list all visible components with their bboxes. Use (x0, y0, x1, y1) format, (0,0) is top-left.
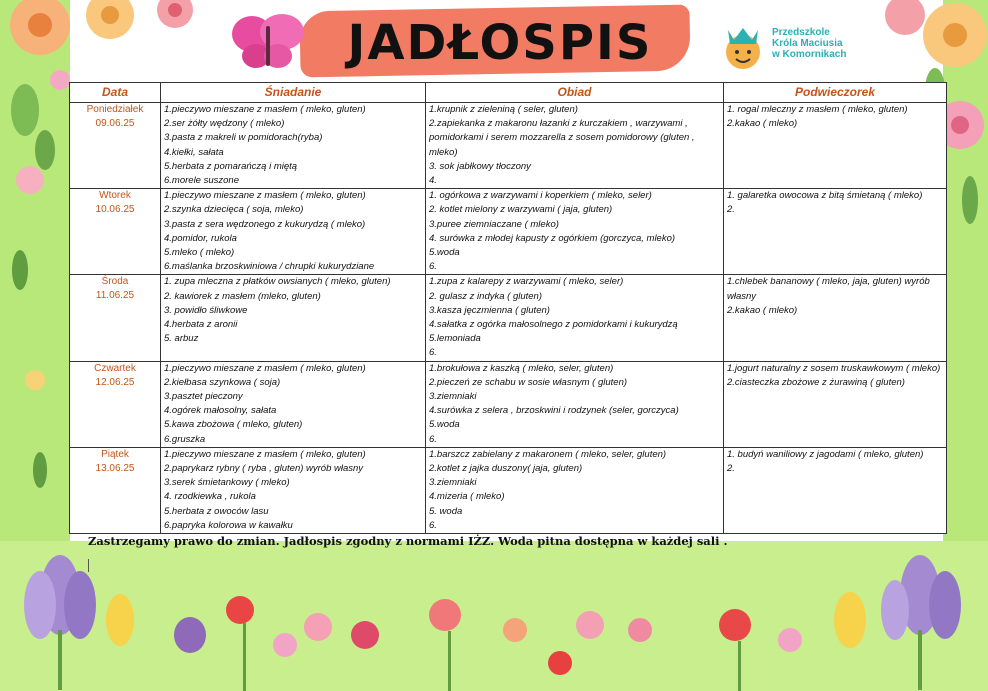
breakfast-cell (161, 447, 426, 533)
butterfly-icon (228, 12, 308, 72)
menu-item: 3.kasza jęczmienna ( gluten) (429, 304, 550, 316)
menu-item: 4. surówka z młodej kapusty z ogórkiem (gorczyca, mleko) (429, 232, 676, 244)
lunch-cell (426, 361, 724, 447)
menu-item: 2. kawiorek z masłem (mleko, gluten) (164, 290, 321, 302)
menu-item: 1.pieczywo mieszane z masłem ( mleko, gluten) (164, 362, 366, 374)
menu-item: 2.kotlet z jajka duszony( jaja, gluten) (429, 463, 583, 475)
menu-item: 3.serek śmietankowy ( mleko) (164, 477, 290, 489)
menu-item: 4. (429, 175, 437, 187)
menu-item: 1.pieczywo mieszane z masłem ( mleko, gluten) (164, 190, 366, 202)
lunch-cell (426, 275, 724, 361)
menu-item: 5.lemoniada (429, 333, 481, 345)
menu-item: 4. rzodkiewka , rukola (164, 491, 256, 503)
breakfast-cell (161, 189, 426, 275)
day-date: 12.06.25 (95, 376, 135, 388)
menu-item: 4.surówka z selera , brzoskwini i rodzynek (seler, gorczyca) (429, 405, 679, 417)
menu-item: 2. gulasz z indyka ( gluten) (429, 290, 543, 302)
table-row (70, 275, 947, 361)
menu-item: 3.ziemniaki (429, 477, 477, 489)
menu-item: 5.herbata z owoców lasu (164, 505, 269, 517)
menu-item: 2. kotlet mielony z warzywami ( jaja, gluten) (429, 204, 613, 216)
day-date: 10.06.25 (95, 204, 135, 216)
menu-item: 2. (727, 463, 735, 475)
menu-item: 5. arbuz (164, 333, 199, 345)
menu-item: 1.jogurt naturalny z sosem truskawkowym ( mleko) (727, 362, 941, 374)
logo-line: Przedszkole (772, 27, 830, 38)
logo-line: w Komornikach (772, 49, 847, 60)
menu-item: 4.kiełki, sałata (164, 146, 224, 158)
day-cell (70, 447, 161, 533)
menu-item: 1.chlebek bananowy ( mleko, jaja, gluten) wyrób własny (727, 276, 930, 302)
menu-item: 4.mizeria ( mleko) (429, 491, 505, 503)
menu-item: 5.woda (429, 419, 460, 431)
menu-item: 1. galaretka owocowa z bitą śmietaną ( mleko) (727, 190, 923, 202)
day-name: Środa (101, 276, 129, 288)
menu-table (69, 82, 947, 534)
menu-item: 6. (429, 261, 437, 273)
day-name: Piątek (101, 448, 129, 460)
menu-item: 1.zupa z kalarepy z warzywami ( mleko, seler) (429, 276, 624, 288)
column-header-date: Data (70, 83, 161, 103)
menu-item: 3.pasta z makreli w pomidorach(ryba) (164, 132, 323, 144)
footer-note: Zastrzegamy prawo do zmian. Jadłospis zgodny z normami IŻZ. Woda pitna dostępna w każdej sali . (88, 534, 728, 548)
breakfast-cell (161, 361, 426, 447)
menu-item: 4.sałatka z ogórka małosolnego z pomidorkami i kukurydzą (429, 319, 678, 331)
menu-item: 1.brokułowa z kaszką ( mleko, seler, gluten) (429, 362, 614, 374)
menu-item: 6.maślanka brzoskwiniowa / chrupki kukurydziane (164, 261, 375, 273)
menu-item: 6.gruszka (164, 433, 206, 445)
menu-item: 6.morele suszone (164, 175, 239, 187)
table-header-row (70, 83, 947, 103)
menu-item: 3. sok jabłkowy tłoczony (429, 160, 531, 172)
menu-item: 2.pieczeń ze schabu w sosie własnym ( gluten) (429, 376, 628, 388)
menu-item: 1.pieczywo mieszane z masłem ( mleko, gluten) (164, 448, 366, 460)
lunch-cell (426, 103, 724, 189)
day-name: Poniedziałek (86, 104, 144, 115)
menu-item: 1. budyń waniliowy z jagodami ( mleko, gluten) (727, 448, 924, 460)
menu-item: 1.krupnik z zieleniną ( seler, gluten) (429, 104, 578, 115)
logo-line: Króla Maciusia (772, 38, 843, 49)
menu-item: 1.barszcz zabielany z makaronem ( mleko, seler, gluten) (429, 448, 667, 460)
menu-item: 3.pasta z sera wędzonego z kukurydzą ( mleko) (164, 218, 366, 230)
menu-item: 1. rogal mleczny z masłem ( mleko, gluten) (727, 104, 908, 115)
menu-item: 5.woda (429, 247, 460, 259)
snack-cell (724, 361, 947, 447)
table-row (70, 361, 947, 447)
menu-item: 1. ogórkowa z warzywami i koperkiem ( mleko, seler) (429, 190, 652, 202)
flowers-bottom-decoration (0, 535, 988, 691)
menu-item: 2.ciasteczka zbożowe z żurawiną ( gluten) (727, 376, 905, 388)
snack-cell (724, 103, 947, 189)
table-row (70, 189, 947, 275)
lunch-cell (426, 189, 724, 275)
logo-text (772, 27, 872, 60)
menu-item: 2.paprykarz rybny ( ryba , gluten) wyrób własny (164, 463, 364, 475)
day-cell (70, 189, 161, 275)
menu-item: 6. (429, 519, 437, 531)
menu-item: 3.puree ziemniaczane ( mleko) (429, 218, 559, 230)
menu-item: 6. (429, 347, 437, 359)
flowers-left-side-decoration (0, 150, 70, 550)
column-header-lunch: Obiad (426, 83, 724, 103)
menu-item: 3.pasztet pieczony (164, 391, 243, 403)
page-title: JADŁOSPIS (347, 15, 653, 71)
menu-item: 1. zupa mleczna z płatków owsianych ( mleko, gluten) (164, 276, 391, 288)
day-cell (70, 103, 161, 189)
menu-item: 1.pieczywo mieszane z masłem ( mleko, gluten) (164, 104, 366, 115)
menu-item: 2. (727, 204, 735, 216)
breakfast-cell (161, 275, 426, 361)
breakfast-cell (161, 103, 426, 189)
snack-cell (724, 447, 947, 533)
menu-item: 2.zapiekanka z makaronu łazanki z kurczakiem , warzywami , pomidorkami i serem mozzarella z sosem pomidorowy (gluten , mleko) (429, 118, 695, 158)
day-date: 13.06.25 (95, 462, 135, 474)
text-cursor[interactable] (88, 559, 89, 572)
day-cell (70, 361, 161, 447)
table-row (70, 447, 947, 533)
menu-item: 4.pomidor, rukola (164, 232, 237, 244)
menu-item: 3.ziemniaki (429, 391, 477, 403)
lunch-cell (426, 447, 724, 533)
menu-item: 6.papryka kolorowa w kawałku (164, 519, 293, 531)
column-header-snack: Podwieczorek (724, 83, 947, 103)
menu-item: 2.ser żółty wędzony ( mleko) (164, 118, 285, 130)
menu-item: 5.kawa zbożowa ( mleko, gluten) (164, 419, 303, 431)
menu-item: 5.herbata z pomarańczą i miętą (164, 160, 298, 172)
menu-item: 2.kakao ( mleko) (727, 118, 798, 130)
menu-item: 4.herbata z aronii (164, 319, 238, 331)
menu-item: 5.mleko ( mleko) (164, 247, 235, 259)
day-cell (70, 275, 161, 361)
day-date: 09.06.25 (95, 118, 135, 129)
snack-cell (724, 189, 947, 275)
menu-item: 4.ogórek małosolny, sałata (164, 405, 277, 417)
menu-item: 5. woda (429, 505, 463, 517)
day-date: 11.06.25 (95, 290, 135, 302)
menu-item: 2.szynka dziecięca ( soja, mleko) (164, 204, 304, 216)
menu-item: 3. powidło śliwkowe (164, 304, 248, 316)
snack-cell (724, 275, 947, 361)
column-header-breakfast: Śniadanie (161, 83, 426, 103)
table-row (70, 103, 947, 189)
menu-item: 2.kakao ( mleko) (727, 304, 798, 316)
menu-item: 2.kiełbasa szynkowa ( soja) (164, 376, 281, 388)
day-name: Wtorek (99, 190, 131, 202)
day-name: Czwartek (94, 362, 136, 374)
menu-item: 6. (429, 433, 437, 445)
